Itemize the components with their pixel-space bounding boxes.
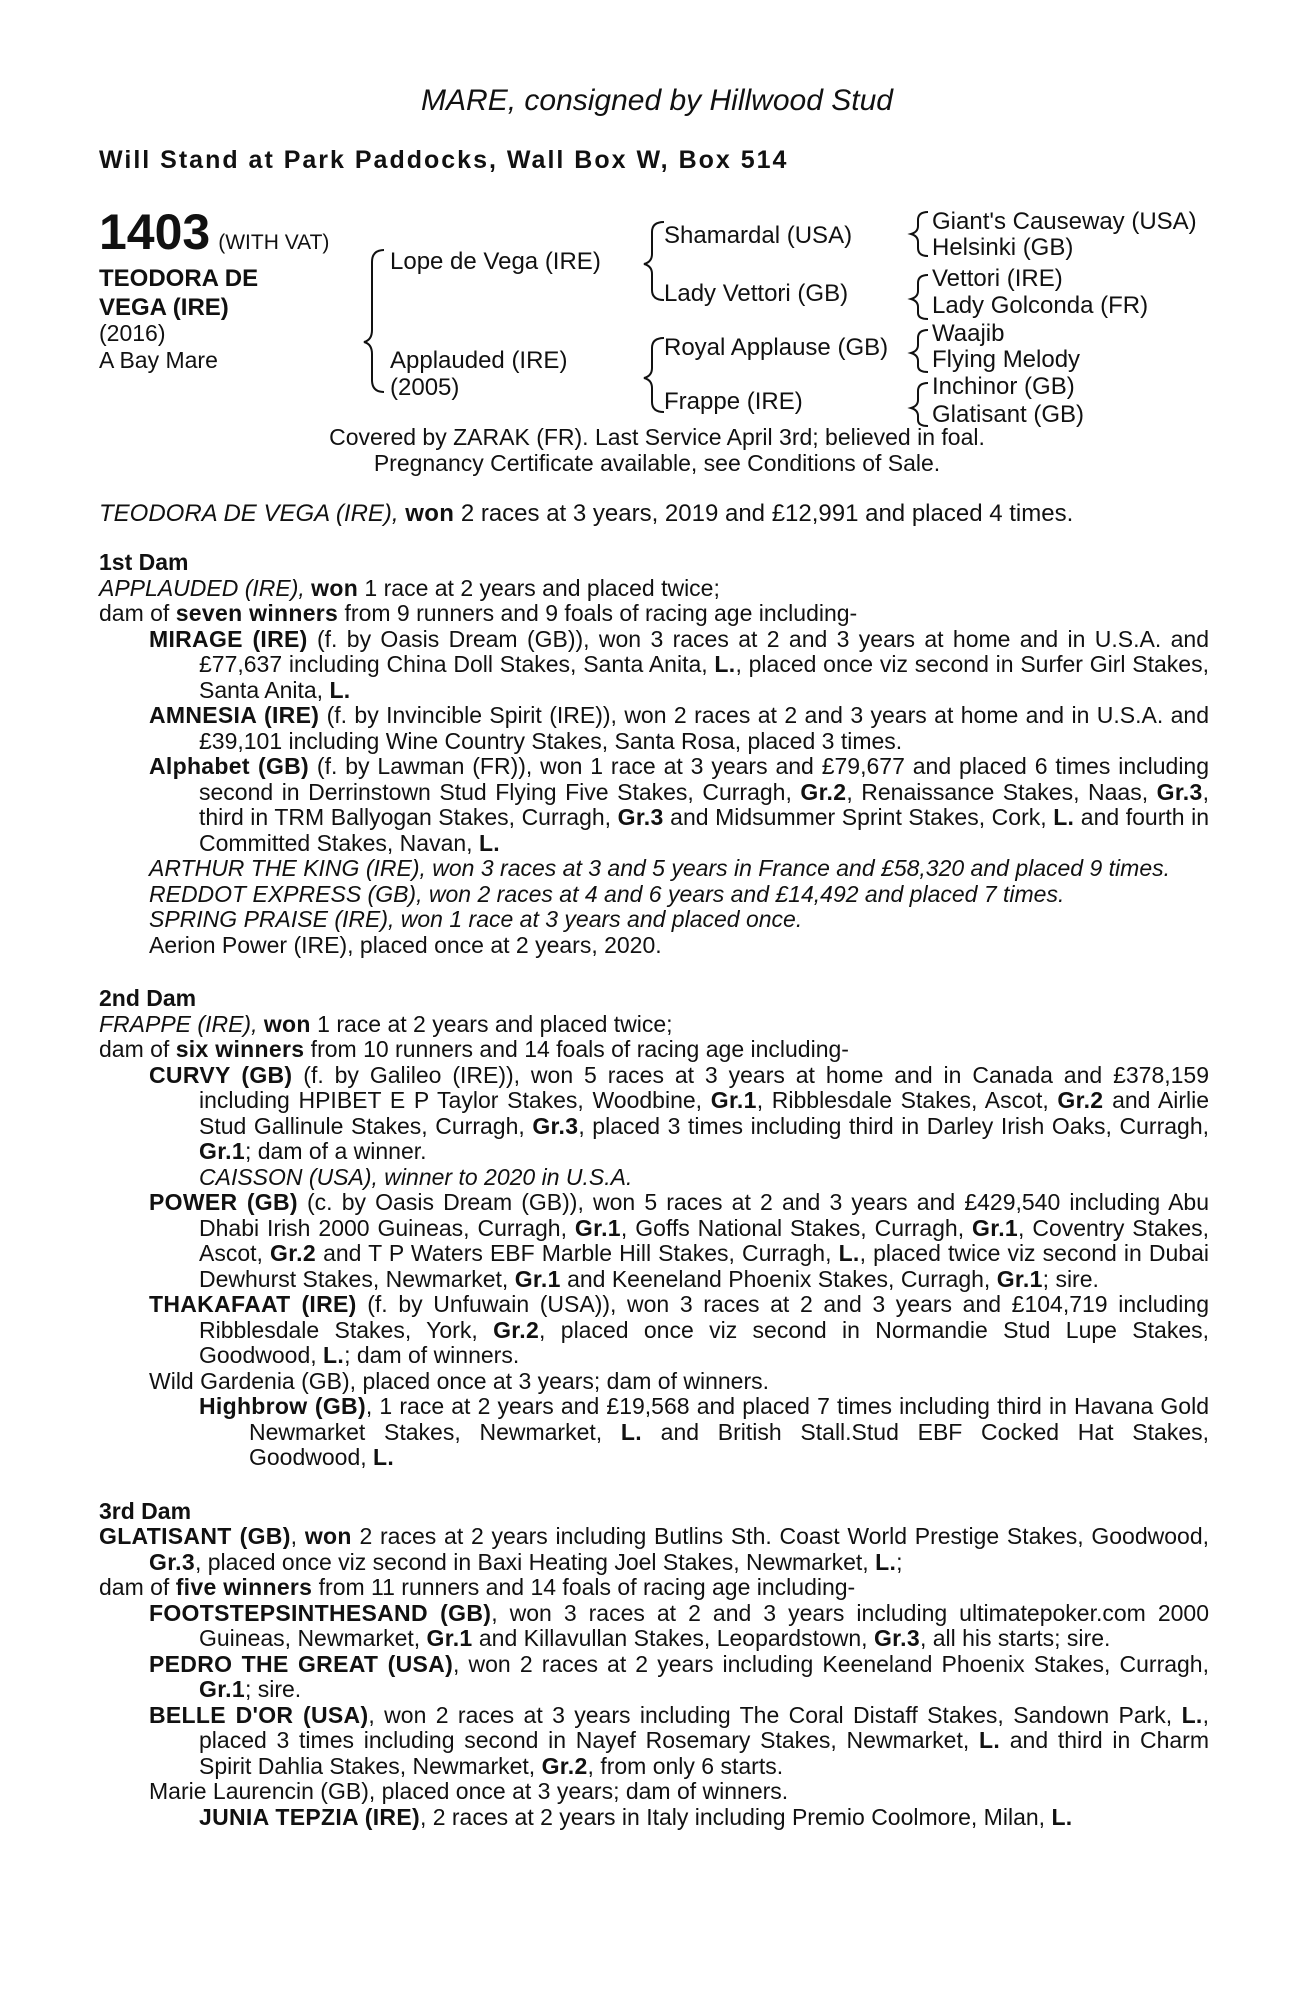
- dam3-entry-belle: BELLE D'OR (USA), won 2 races at 3 years including The Coral Distaff Stakes, Sandown Park, L., placed 3 times including second in Nayef Rosemary Stakes, Newmarket, L. and third in Charm Spirit Dahlia Stakes, Newmarket, Gr.2, from only 6 starts.: [149, 1701, 1209, 1779]
- covered-line2: Pregnancy Certificate available, see Conditions of Sale.: [373, 450, 941, 476]
- covered-note: [0, 424, 1314, 476]
- pedigree-sd-sire: Vettori (IRE): [932, 265, 1063, 292]
- pedigree-dd-dam: Glatisant (GB): [932, 401, 1085, 428]
- dam2-entry-highbrow: Highbrow (GB), 1 race at 2 years and £19,568 and placed 7 times including third in Havana Gold Newmarket Stakes, Newmarket, L. and British Stall.Stud EBF Cocked Hat Stakes, Goodwood, L.: [199, 1393, 1210, 1470]
- dam3-entry-marie: Marie Laurencin (GB), placed once at 3 years; dam of winners.: [149, 1778, 789, 1804]
- race-summary: [99, 500, 1073, 528]
- dam3-entry-footsteps: FOOTSTEPSINTHESAND (GB), won 3 races at 2 and 3 years including ultimatepoker.com 2000 Guineas, Newmarket, Gr.1 and Killavullan Stakes, Leopardstown, Gr.3, all his starts; sire.: [149, 1599, 1209, 1651]
- horse-description: A Bay Mare: [99, 347, 218, 373]
- dam1-intro: APPLAUDED (IRE), won 1 race at 2 years and placed twice;: [99, 574, 720, 601]
- pedigree-ds-sire: Waajib: [932, 320, 1005, 347]
- dam1-entry-alphabet: Alphabet (GB) (f. by Lawman (FR)), won 1 race at 3 years and £79,677 and placed 6 times including second in Derrinstown Stud Flying Five Stakes, Curragh, Gr.2, Renaissance Stakes, Naas, Gr.3, third in TRM Ballyogan Stakes, Curragh, Gr.3 and Midsummer Sprint Stakes, Cork, L. and fourth in Committed Stakes, Navan, L.: [149, 753, 1210, 856]
- dam2-heading: 2nd Dam: [99, 985, 197, 1011]
- dam2-intro: FRAPPE (IRE), won 1 race at 2 years and placed twice;: [99, 1010, 673, 1037]
- dam2-entry-caisson: CAISSON (USA), winner to 2020 in U.S.A.: [199, 1163, 633, 1190]
- dam2-produce: dam of six winners from 10 runners and 14 foals of racing age including-: [99, 1036, 849, 1062]
- summary-won: won: [405, 500, 455, 527]
- page-title: MARE, consigned by Hillwood Stud: [421, 84, 893, 117]
- covered-line1: Covered by ZARAK (FR). Last Service April 3rd; believed in foal.: [329, 424, 985, 450]
- pedigree-dd-sire: Inchinor (GB): [932, 373, 1075, 400]
- summary-rest: 2 races at 3 years, 2019 and £12,991 and placed 4 times.: [454, 500, 1074, 527]
- pedigree-ss-sire: Giant's Causeway (USA): [932, 208, 1197, 235]
- pedigree-sire-dam: Lady Vettori (GB): [664, 280, 849, 307]
- lot-number-value: 1403: [99, 204, 211, 260]
- dam1-entry-aerion: Aerion Power (IRE), placed once at 2 years, 2020.: [149, 931, 662, 958]
- pedigree-ss-dam: Helsinki (GB): [932, 234, 1074, 261]
- dam1-entry-amnesia: AMNESIA (IRE) (f. by Invincible Spirit (IRE)), won 2 races at 2 and 3 years at home and in U.S.A. and £39,101 including Wine Country Stakes, Santa Rosa, placed 3 times.: [149, 702, 1209, 754]
- pedigree-dam-year: (2005): [390, 374, 460, 401]
- pedigree-sd-dam: Lady Golconda (FR): [932, 292, 1149, 319]
- dam1-entry-arthur: ARTHUR THE KING (IRE), won 3 races at 3 and 5 years in France and £58,320 and placed 9 times.: [149, 855, 1171, 881]
- dam2-entry-thakafaat: THAKAFAAT (IRE) (f. by Unfuwain (USA)), won 3 races at 2 and 3 years and £104,719 including Ribblesdale Stakes, York, Gr.2, placed once viz second in Normandie Stud Lupe Stakes, Goodwood, L.; dam of winners.: [149, 1291, 1209, 1368]
- dam2-entry-wild-gardenia: Wild Gardenia (GB), placed once at 3 years; dam of winners.: [149, 1367, 770, 1394]
- dam1-heading: 1st Dam: [99, 549, 189, 575]
- horse-name-line2: VEGA (IRE): [99, 294, 229, 321]
- dam3-heading: 3rd Dam: [99, 1497, 192, 1524]
- dam2-entry-power: POWER (GB) (c. by Oasis Dream (GB)), won 5 races at 2 and 3 years and £429,540 including Abu Dhabi Irish 2000 Guineas, Curragh, Gr.1, Goffs National Stakes, Curragh, Gr.1, Coventry Stakes, Ascot, Gr.2 and T P Waters EBF Marble Hill Stakes, Curragh, L., placed twice viz second in Dubai Dewhurst Stakes, Newmarket, Gr.1 and Keeneland Phoenix Stakes, Curragh, Gr.1; sire.: [149, 1189, 1210, 1292]
- vat-label: (WITH VAT): [218, 231, 330, 254]
- dam1-produce: dam of seven winners from 9 runners and 9 foals of racing age including-: [99, 600, 858, 626]
- dam3-entry-junia: JUNIA TEPZIA (IRE), 2 races at 2 years in Italy including Premio Coolmore, Milan, L.: [199, 1803, 1073, 1830]
- dam3-produce: dam of five winners from 11 runners and 14 foals of racing age including-: [99, 1574, 856, 1600]
- pedigree-ds-dam: Flying Melody: [932, 346, 1081, 373]
- dam1-entry-reddot: REDDOT EXPRESS (GB), won 2 races at 4 and 6 years and £14,492 and placed 7 times.: [149, 880, 1065, 907]
- pedigree-sire: Lope de Vega (IRE): [390, 248, 601, 275]
- horse-name-line1: TEODORA DE: [99, 265, 259, 292]
- dam1-entry-spring: SPRING PRAISE (IRE), won 1 race at 3 years and placed once.: [149, 906, 803, 932]
- dam2-entry-curvy: CURVY (GB) (f. by Galileo (IRE)), won 5 races at 3 years at home and in Canada and £378,159 including HPIBET E P Taylor Stakes, Woodbine, Gr.1, Ribblesdale Stakes, Ascot, Gr.2 and Airlie Stud Gallinule Stakes, Curragh, Gr.3, placed 3 times including third in Darley Irish Oaks, Curragh, Gr.1; dam of a winner.: [149, 1061, 1210, 1164]
- summary-name: TEODORA DE VEGA (IRE),: [99, 500, 399, 527]
- pedigree-sire-sire: Shamardal (USA): [664, 222, 853, 249]
- dam3-intro: GLATISANT (GB), won 2 races at 2 years including Butlins Sth. Coast World Prestige Stakes, Goodwood, Gr.3, placed once viz second in Baxi Heating Joel Stakes, Newmarket, L.;: [99, 1523, 1209, 1575]
- pedigree-dam-dam: Frappe (IRE): [664, 388, 803, 415]
- dam1-entry-mirage: MIRAGE (IRE) (f. by Oasis Dream (GB)), won 3 races at 2 and 3 years at home and in U.S.A. and £77,637 including China Doll Stakes, Santa Anita, L., placed once viz second in Surfer Girl Stakes, Santa Anita, L.: [149, 625, 1209, 703]
- dam3-entry-pedro: PEDRO THE GREAT (USA), won 2 races at 2 years including Keeneland Phoenix Stakes, Curragh, Gr.1; sire.: [149, 1650, 1209, 1702]
- dam-records: [99, 550, 1209, 1830]
- horse-year: (2016): [99, 320, 166, 346]
- stand-location: Will Stand at Park Paddocks, Wall Box W, Box 514: [99, 146, 789, 174]
- pedigree-dam: Applauded (IRE): [390, 347, 568, 374]
- pedigree-dam-sire: Royal Applause (GB): [664, 334, 889, 361]
